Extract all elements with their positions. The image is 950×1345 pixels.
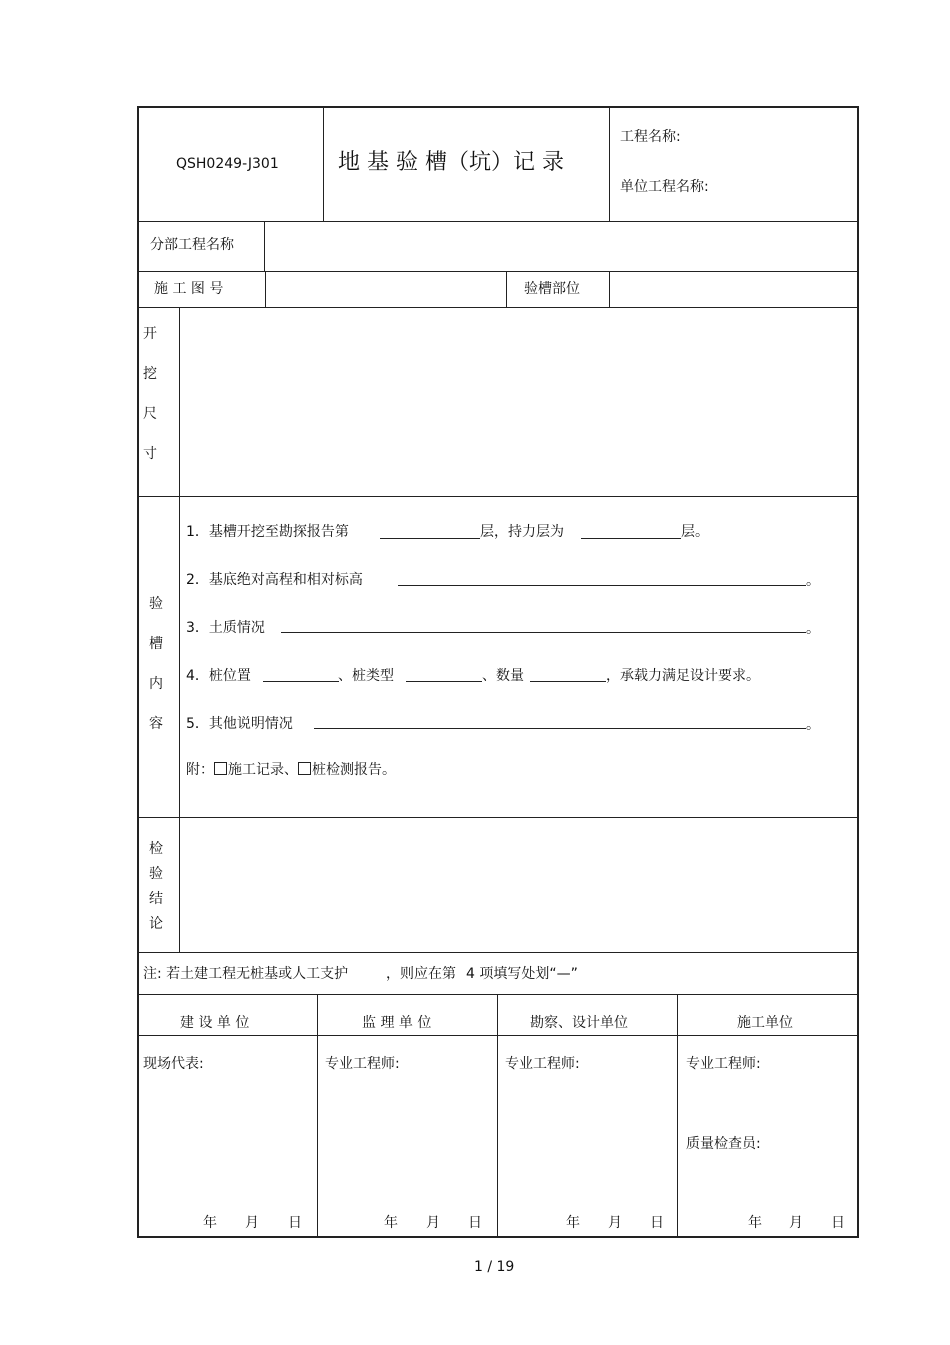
owner-role-label: 现场代表: — [143, 1056, 204, 1072]
item5-blank[interactable] — [314, 728, 806, 729]
item4-qty-blank[interactable] — [530, 681, 606, 682]
project-name-label: 工程名称: — [620, 129, 681, 145]
item2-period: 。 — [806, 573, 820, 589]
note-part1: 注: 若土建工程无桩基或人工支护 — [143, 966, 349, 982]
item1-bearing-blank[interactable] — [581, 538, 681, 539]
attachments-line — [186, 762, 396, 777]
item3-period: 。 — [806, 621, 820, 637]
contractor-signature-field[interactable] — [679, 1075, 856, 1130]
item4-type-text: 、桩类型 — [338, 668, 394, 684]
supervisor-signature-field[interactable] — [319, 1075, 496, 1205]
item4-type-blank[interactable] — [406, 681, 482, 682]
owner-signature-field[interactable] — [140, 1075, 316, 1205]
note-part2: ，则应在第 — [386, 966, 456, 982]
design-signature-field[interactable] — [499, 1075, 676, 1205]
page-number: 1 / 19 — [474, 1259, 515, 1275]
attach-construction-record-checkbox[interactable] — [214, 762, 227, 775]
supervisor-role-label: 专业工程师: — [325, 1056, 400, 1072]
attach-pile-test-report-label: 桩检测报告。 — [312, 762, 396, 778]
item3-text: 3．土质情况 — [186, 620, 265, 636]
excavation-field[interactable] — [181, 309, 856, 495]
item2-text: 2．基底绝对高程和相对标高 — [186, 572, 363, 588]
sign-col-supervisor-title: 监 理 单 位 — [362, 1015, 432, 1031]
contractor-qc-label: 质量检查员: — [686, 1136, 761, 1152]
inspection-part-field[interactable] — [611, 273, 856, 306]
form-title: 地 基 验 槽（坑）记 录 — [338, 150, 564, 175]
drawing-no-label: 施 工 图 号 — [154, 281, 224, 297]
unit-project-name-label: 单位工程名称: — [620, 179, 709, 195]
item3-blank[interactable] — [281, 632, 806, 633]
item1-text: 1．基槽开挖至勘探报告第 — [186, 524, 349, 540]
item4-qty-text: 、数量 — [482, 668, 524, 684]
item5-text: 5．其他说明情况 — [186, 716, 293, 732]
drawing-no-field[interactable] — [267, 273, 505, 306]
subdivision-label: 分部工程名称 — [150, 237, 234, 253]
sign-col-owner-title: 建 设 单 位 — [180, 1015, 250, 1031]
item5-period: 。 — [806, 717, 820, 733]
attach-construction-record-label: 施工记录、 — [228, 762, 298, 778]
sign-col-design-title: 勘察、设计单位 — [530, 1015, 628, 1031]
sign-col-contractor-title: 施工单位 — [737, 1015, 793, 1031]
item4-text: 4．桩位置 — [186, 668, 251, 684]
conclusion-field[interactable] — [181, 819, 856, 951]
subdivision-field[interactable] — [266, 223, 856, 270]
item1-layer-text: 层，持力层为 — [480, 524, 564, 540]
item4-end-text: ，承载力满足设计要求。 — [606, 668, 760, 684]
attachments-label: 附： — [186, 762, 214, 778]
item2-blank[interactable] — [398, 585, 806, 586]
item4-position-blank[interactable] — [263, 681, 339, 682]
item1-layer-blank[interactable] — [380, 538, 480, 539]
item1-end-text: 层。 — [681, 524, 709, 540]
note-part3: 4 项填写处划“—” — [466, 966, 578, 982]
inspection-part-label: 验槽部位 — [524, 281, 580, 297]
design-role-label: 专业工程师: — [505, 1056, 580, 1072]
attach-pile-test-report-checkbox[interactable] — [298, 762, 311, 775]
contractor-role-label: 专业工程师: — [686, 1056, 761, 1072]
form-code: QSH0249-J301 — [176, 156, 279, 172]
